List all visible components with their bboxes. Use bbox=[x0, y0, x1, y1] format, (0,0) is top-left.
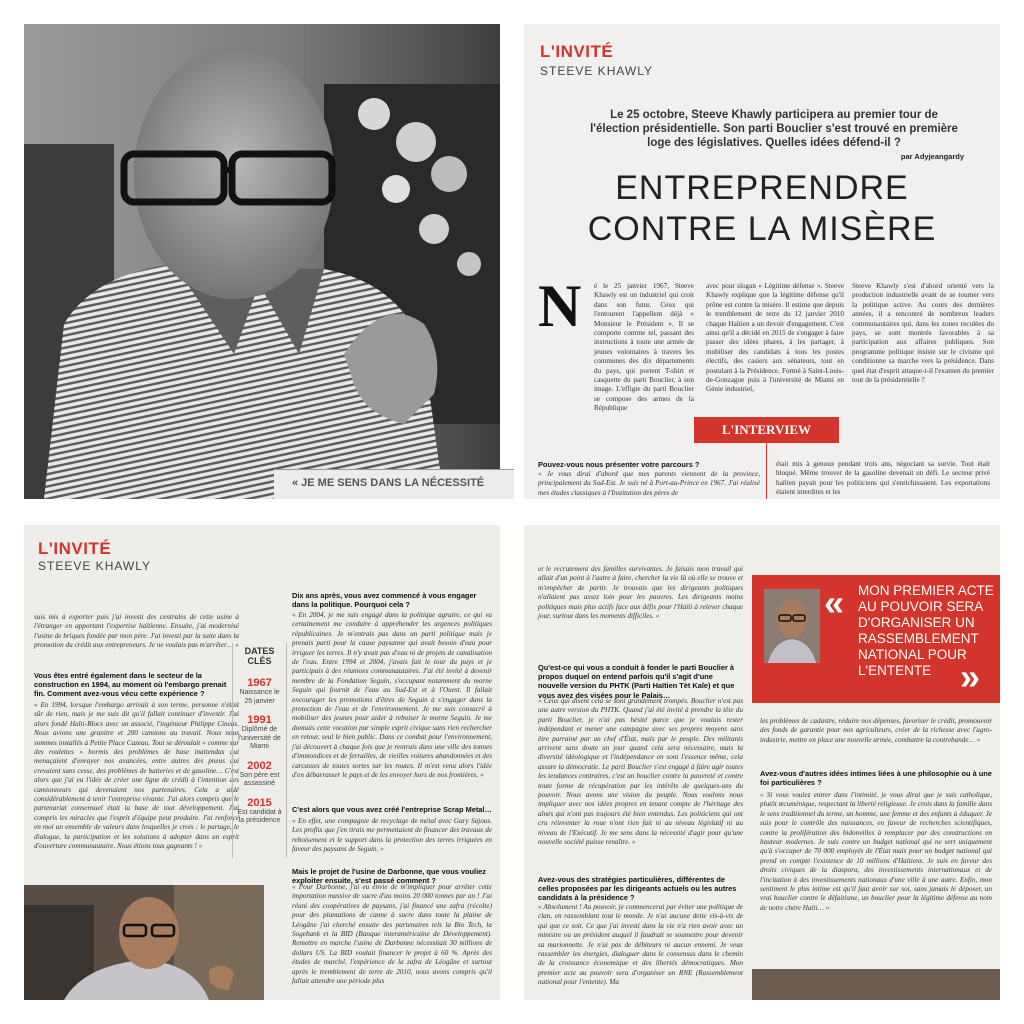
key-date-text: Naissance le 25 janvier bbox=[239, 689, 280, 705]
interview-page-left-panel bbox=[24, 525, 500, 1000]
question-strategies: Avez-vous des stratégies particulières, différentes de celles proposées par les dirigeants actuels ou les autres candidats à la présidence ? bbox=[538, 875, 737, 903]
article-column-3: Steeve Khawly s'est d'abord orienté vers la production industrielle avant de se tourner vers la politique active. Au cours des dernières années, il a rencontré de nombreux leaders communautaires qui, dans les zones reculées du pays, se sont montrés favorables à sa participation aux affaires publiques. Son programme politique insiste sur le civisme qui conditionne sa marche vers la présidence. Dans quel état d'esprit attaque-t-il l'examen du premier tour de la présidentielle ? bbox=[852, 282, 994, 385]
section-label: L'INVITÉ bbox=[540, 42, 614, 61]
interview-question: Pouvez-vous nous présenter votre parcours ? bbox=[538, 460, 700, 469]
question-darbonne: Mais le projet de l'usine de Darbonne, que vous vouliez exploiter ensuite, s'est passé comment ? bbox=[292, 867, 486, 886]
portrait-page-panel bbox=[24, 24, 500, 499]
article-column-2: avec pour slogan « Légitime défense ». Steeve Khawly explique que la légitime défense qu'il prône est contre la misère. Il estime que depuis le tremblement de terre du 12 janvier 2010 chaque Haïtien a un devoir d'engagement. C'est ainsi qu'il a décidé en 2015 de s'engager à faire passer des idées phares, à les partager, à mobiliser des candidats à tous les postes électifs, des casiers aux sénateurs, tout en postulant à la Présidence. Formé à Saint-Louis-de-Gonzague puis à l'université de Miami en Génie industriel, bbox=[706, 282, 844, 394]
key-date-item bbox=[235, 760, 284, 789]
question-scrap-metal: C'est alors que vous avez créé l'entreprise Scrap Metal… bbox=[292, 805, 492, 814]
key-dates-box bbox=[232, 643, 287, 858]
key-date-year: 1991 bbox=[247, 714, 272, 726]
interview-answer: « Je vous dirai d'abord que mes parents viennent de la province, principalement du Sud-Est. Je suis né à Port-au-Prince en 1967. J'ai réalisé mes études classiques à l'Institution des pères de bbox=[538, 470, 760, 497]
question-philosophy: Avez-vous d'autres idées intimes liées à une philosophie ou à une foi particulières ? bbox=[760, 769, 992, 788]
answer-darbonne: « Pour Darbonne, j'ai eu envie de m'impliquer pour arrêter cette importation massive de sucre d'au moins 20 000 tonnes par an ! J'ai réuni des coopératives de paysans, j'ai financé une zafra (récolte) pour des plantations de canne à sucre dans toute la plaine de Léogâne j'ai cherché ensuite des partenaires tels la Bio Tech, la Sogebank et la BID (Banque interaméricaine de Développement). Remettre en marche l'usine de Darbonne nécessitait 30 millions de dollars US. La BID voulait financer le projet à 60 %. Après des études de marché, l'expérience de la zafra de Léogâne et surtout après le tremblement de terre de 2010, nous avons compris qu'il fallait attendre une période plus bbox=[292, 883, 492, 986]
answer-philosophy: « Si vous voulez entrer dans l'intimité, je vous dirai que je suis catholique, plutôt œcuménique, respectant la liberté religieuse. Je crois dans la famille dans le sens traditionnel du terme, un homme, une femme et des enfants à éduquer. Je suis pour le contrôle des naissances, en faveur de recherches scientifiques, contre la prolifération des bidonvilles à remplacer par des constructions en hauteur modernes. Je suis contre un budget national qui ne sert uniquement qu'à s'occuper de 70 000 employés de l'État mais pour un budget national qui prend en compte l'existence de 10 millions d'Haïtiens. Je suis en faveur des droits civiques de la diaspora, des investissements internationaux et de l'incitation à des investissements nationaux d'une ville à une autre. Enfin, mon sentiment le plus intime est qu'il faut avoir sur soi, sans jamais le déposer, un vrai bouclier contre le défaitisme, un bouclier pour la légitime défense au nom de notre chère Haïti… » bbox=[760, 791, 992, 912]
question-politics: Dix ans après, vous avez commencé à vous engager dans la politique. Pourquoi cela ? bbox=[292, 591, 477, 610]
key-date-item bbox=[235, 797, 284, 826]
quote-close-icon: » bbox=[960, 656, 981, 697]
bottom-photo-strip bbox=[752, 969, 1000, 1000]
title-page-panel bbox=[524, 24, 1000, 499]
key-date-text: Son père est assassiné bbox=[239, 771, 280, 787]
key-date-text: Est candidat à la présidence bbox=[237, 808, 282, 824]
key-date-year: 2002 bbox=[247, 759, 272, 772]
answer-strategies: « Absolument ! Au pouvoir, je commencerai par éviter une politique de clan, en rassemblant tout le monde. Je n'ai aucune dette vis-à-vis de qui que ce soit. Ce que j'ai investi dans la vie n'a rien avoir avec un ministre ou un président auquel il faudrait se soumettre pour devenir sa marionnette. Je n'ai pas de débiteurs ni aucun ennemi. Je veux rassembler les énergies, dialoguer dans le consensus dans le chemin de la croissance économique et des libertés démocratiques. Mon premier acte au pouvoir sera d'organiser un RNE (Rassemblement national pour l'entente). Ma bbox=[538, 903, 743, 987]
key-date-text: Diplômé de l'université de Miami bbox=[238, 726, 281, 750]
headline-line-1: ENTREPRENDRE bbox=[615, 169, 909, 207]
answer-bouclier: « Ceux qui disent cela se sont grandement trompés. Bouclier n'est pas une autre version du PHTK. Quand j'ai été invité à prendre la tête du parti Bouclier, je n'ai pas hésité parce que je voulais rester indépendant et mener une campagne avec ses propres moyens sans être parrainé par un chef d'État, mais par le peuple. Des militants arrivent sans doute un jour quand cela sera nécessaire, mais la diversité idéologique et l'indépendance en sont l'essence même, cela assure la démocratie. Le parti Bouclier s'est engagé à faire agir toutes les tendances contraires, c'est un bouclier contre la pauvreté et contre toute forme de récupération par les intérêts de quelques-uns du pouvoir. Nous avons une vision du peuple. Nous voulons nous impliquer avec nos idées propres en tenant compte de l'héritage des aînés qui n'ont pas toujours été bien entendus. Les politiciens qui ont cru réinventer la roue n'ont rien fait ni au niveau législatif ni au niveau de l'Exécutif. Je me sens dans la nécessité d'agir pour qu'une nouvelle société puisse renaître. » bbox=[538, 697, 743, 847]
article-column-1: é le 25 janvier 1967, Steeve Khawly est un industriel qui croit dans son futur. Ceux qui l'entourent l'appellent déjà « Monsieur le Président ». Il se comporte comme tel, passant des instructions à toute une armée de jeunes volontaires à travers les communes des dix départements du pays, qui portent T-shirt et casquette du parti Bouclier, à son image. L'effigie du parti Bouclier se compose des armes de la République bbox=[594, 282, 694, 413]
pull-quote-portrait bbox=[764, 589, 820, 663]
guest-name-label: STEEVE KHAWLY bbox=[540, 64, 654, 78]
column-2-top: les problèmes de cadastre, réduire nos dépenses, favoriser le crédit, promouvoir des fonds de garantie pour nos agriculteurs, créer de la richesse avec l'agro-industrie, mettre en place une nouvelle armée, combattre la contrebande… » bbox=[760, 717, 992, 744]
answer-scrap-metal: « En effet, une compagnie de recyclage de métal avec Gary Sajous. Les profits que j'en tirais me permettaient de financer des travaux de reboisement et le support dans la protection des terres irriguées en faveur des paysans de Seguin. » bbox=[292, 817, 492, 854]
key-date-year: 2015 bbox=[247, 796, 272, 809]
intro-text: Le 25 octobre, Steeve Khawly participera au premier tour de l'élection présidentielle. Son parti Bouclier s'est trouvé en première loge des législatives. Quelles idées défend-il ? bbox=[590, 109, 958, 149]
interview-photo bbox=[24, 885, 264, 1000]
answer-construction: « En 1994, lorsque l'embargo arrivait à son terme, personne n'était sûr de rien, mais je me suis dit qu'il fallait continuer d'investir. J'ai alors fondé Haïti-Blocs avec un associé, l'ingénieur Philippe Cineas. Nous avions une granitre et 200 camions au travail. Nous nous sommes installés à Petite Place Cazeau. Tout se déroulait « comme sur des roulettes » hormis des problèmes de base inattendus qui menaçaient d'enrayer nos avancées, entre autres des pneus qui crevaient sans cesse, des problèmes de batteries et de gasoline… C'est alors que j'ai eu l'idée de créer une ligne de crédit à l'intention des camionneurs qui devenaient nos partenaires. Cela a aidé considérablement à tenir l'entreprise vivante. J'ai alors compris que le partenariat consensuel était la base de tout développement. J'ai compris les miracles que l'esprit d'équipe peut produire. J'ai renforcé en moi un ensemble de valeurs dans lesquelles je crois : le partage, le dialogue, la participation et les solutions à adopter dans un esprit d'ouverture communautaire. Nous étions tous gagnants ! » bbox=[34, 701, 239, 851]
key-dates-title: DATES CLÉS bbox=[244, 646, 275, 666]
pull-quote-text: « JE ME SENS DANS LA NÉCESSITÉ bbox=[292, 477, 485, 489]
article-column-1-cont bbox=[538, 340, 694, 410]
interview-page-right-panel bbox=[524, 525, 1000, 1000]
drop-cap: N bbox=[538, 273, 582, 339]
section-label: L'INVITÉ bbox=[38, 539, 112, 558]
key-date-year: 1967 bbox=[247, 677, 272, 689]
byline: par Adyjeangardy bbox=[900, 152, 964, 161]
intro-paragraph: suis mis à exporter puis j'ai investi des centrales de cette usine à l'étranger en apportant l'expertise haïtienne. Ensuite, j'ai modernisé l'usine de briques fondée par mon père. J'ai investi par la suite dans la promotion du crédit aux entrepreneurs. Je ne voulais pas m'arrêter… » bbox=[34, 613, 239, 650]
key-date-item bbox=[235, 677, 284, 706]
question-bouclier: Qu'est-ce qui vous a conduit à fonder le parti Bouclier à propos duquel on entend parfois qu'il s'agit d'une nouvelle version du PHTK (Parti Haïtien Tèt Kale) et que vous avez des visées pour le Palais… bbox=[538, 663, 735, 700]
interview-tag-label: L'INTERVIEW bbox=[721, 422, 812, 437]
column-1-top: et le recrutement des familles survivantes. Je faisais mon travail qui allait d'un point à l'autre à faire, chercher la vie là où elle se trouve et m'empêcher de partir. Je trouvais que les dirigeants politiques n'allaient pas assez loin pour les pauvres. Les dirigeants moins politiques mais plus actifs face aux défis pour l'Haïti à relever chaque jour, surtout dans les moments difficiles. » bbox=[538, 565, 743, 621]
answer-politics: « En 2004, je me suis engagé dans la politique agraire, ce qui va certainement me conduire à appréhender les urgences politiques républicaines. Je m'entrais pas dans un parti politique mais je prenais parti pour la cause paysanne qui avait besoin d'eau pour irriguer les terres. Il n'y avait pas d'eau ni de projets de canalisation de l'eau. Entre 1994 et 2004, j'avais fait le tour du pays et je participais à des réunions communautaires. J'ai été invité à devenir membre de la Fondation Seguin, s'occupant notamment du morne Seguin qui fournit de l'eau au Sud-Est et à l'Ouest. Il fallait encourager les promotions d'êtres de Seguin à s'engager dans la protection de l'eau et de l'environnement. Je me suis consacré à mobiliser des jeunes pour aider à reboiser le morne Seguin. Je me donnais cette vocation par simple esprit civique sans rien rechercher en retour, seul le bien public. Dans ce combat pour l'environnement, j'ai découvert à chaque fois que je rentrais dans une ville des tonnes d'immondices et de ferrailles, de vieilles voitures abandonnées et des carcasses de toutes sortes sur les routes. Il m'est venu alors l'idée d'en débarrasser le pays et de les envoyer hors de nos frontières. » bbox=[292, 611, 492, 779]
interview-answer-cont: était mis à genoux pendant trois ans, négociant sa survie. Tout était bloqué. Même trouver de la gasoline devenait un défi. Le secteur privé haïtien payait pour les politiciens qui s'enrichissaient. Les exportations étaient interdites et les bbox=[776, 460, 990, 497]
key-date-item bbox=[235, 714, 284, 752]
portrait-photo bbox=[24, 24, 500, 499]
question-construction: Vous êtes entré également dans le secteur de la construction en 1994, au moment où l'embargo prenait fin. Comment avez-vous vécu cette expérience ? bbox=[34, 671, 227, 699]
key-dates-list bbox=[233, 677, 286, 826]
pull-quote-text: MON PREMIER ACTE AU POUVOIR SERA D'ORGANISER UN RASSEMBLEMENT NATIONAL POUR L'ENTENTE bbox=[858, 583, 994, 678]
guest-name-label: STEEVE KHAWLY bbox=[38, 559, 152, 573]
headline-line-2: CONTRE LA MISÈRE bbox=[587, 210, 937, 248]
quote-open-icon: « bbox=[824, 582, 845, 623]
divider-line bbox=[766, 443, 767, 499]
